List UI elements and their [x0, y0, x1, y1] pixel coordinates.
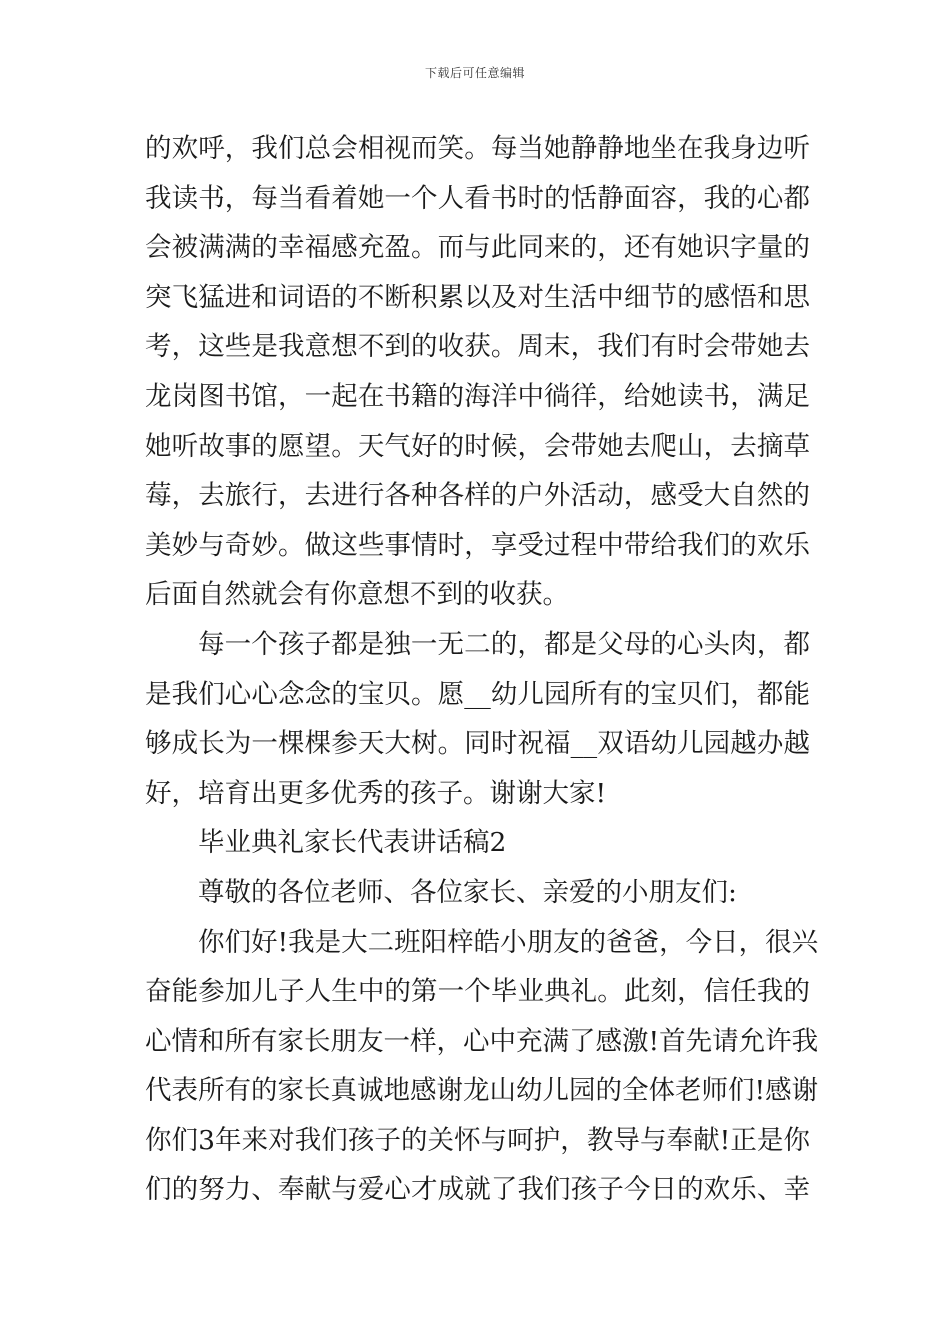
- text-line: 我读书，每当看着她一个人看书时的恬静面容，我的心都: [145, 182, 810, 214]
- section-title: 毕业典礼家长代表讲话稿2: [198, 827, 507, 859]
- page-header-note: 下载后可任意编辑: [424, 66, 525, 80]
- text-line: 们的努力、奉献与爱心才成就了我们孩子今日的欢乐、幸: [145, 1174, 810, 1206]
- text-line: 好，培育出更多优秀的孩子。谢谢大家!: [145, 777, 607, 809]
- text-line: 是我们心心念念的宝贝。愿__幼儿园所有的宝贝们，都能: [145, 678, 810, 710]
- text-line: 的欢呼，我们总会相视而笑。每当她静静地坐在我身边听: [145, 133, 810, 164]
- text-line: 莓，去旅行，去进行各种各样的户外活动，感受大自然的: [145, 480, 810, 512]
- text-line: 代表所有的家长真诚地感谢龙山幼儿园的全体老师们!感谢: [145, 1075, 819, 1107]
- salutation: 尊敬的各位老师、各位家长、亲爱的小朋友们:: [198, 876, 737, 908]
- text-line: 美妙与奇妙。做这些事情时，享受过程中带给我们的欢乐: [145, 529, 810, 561]
- text-line: 她听故事的愿望。天气好的时候，会带她去爬山，去摘草: [145, 430, 810, 462]
- paragraph-first-line: 你们好!我是大二班阳梓皓小朋友的爸爸，今日，很兴: [198, 926, 819, 958]
- text-line: 龙岗图书馆，一起在书籍的海洋中徜徉，给她读书，满足: [145, 380, 810, 412]
- text-line: 心情和所有家长朋友一样，心中充满了感激!首先请允许我: [145, 1025, 819, 1057]
- text-line: 够成长为一棵棵参天大树。同时祝福__双语幼儿园越办越: [145, 728, 810, 760]
- text-line: 会被满满的幸福感充盈。而与此同来的，还有她识字量的: [145, 232, 810, 264]
- text-line: 考，这些是我意想不到的收获。周末，我们有时会带她去: [145, 331, 810, 363]
- paragraph-first-line: 每一个孩子都是独一无二的，都是父母的心头肉，都: [198, 628, 810, 660]
- text-line: 后面自然就会有你意想不到的收获。: [145, 579, 569, 611]
- document-body: [145, 124, 819, 1215]
- text-line: 奋能参加儿子人生中的第一个毕业典礼。此刻，信任我的: [145, 976, 810, 1008]
- text-line: 突飞猛进和词语的不断积累以及对生活中细节的感悟和思: [145, 281, 810, 313]
- text-line: 你们3年来对我们孩子的关怀与呵护，教导与奉献!正是你: [145, 1124, 810, 1156]
